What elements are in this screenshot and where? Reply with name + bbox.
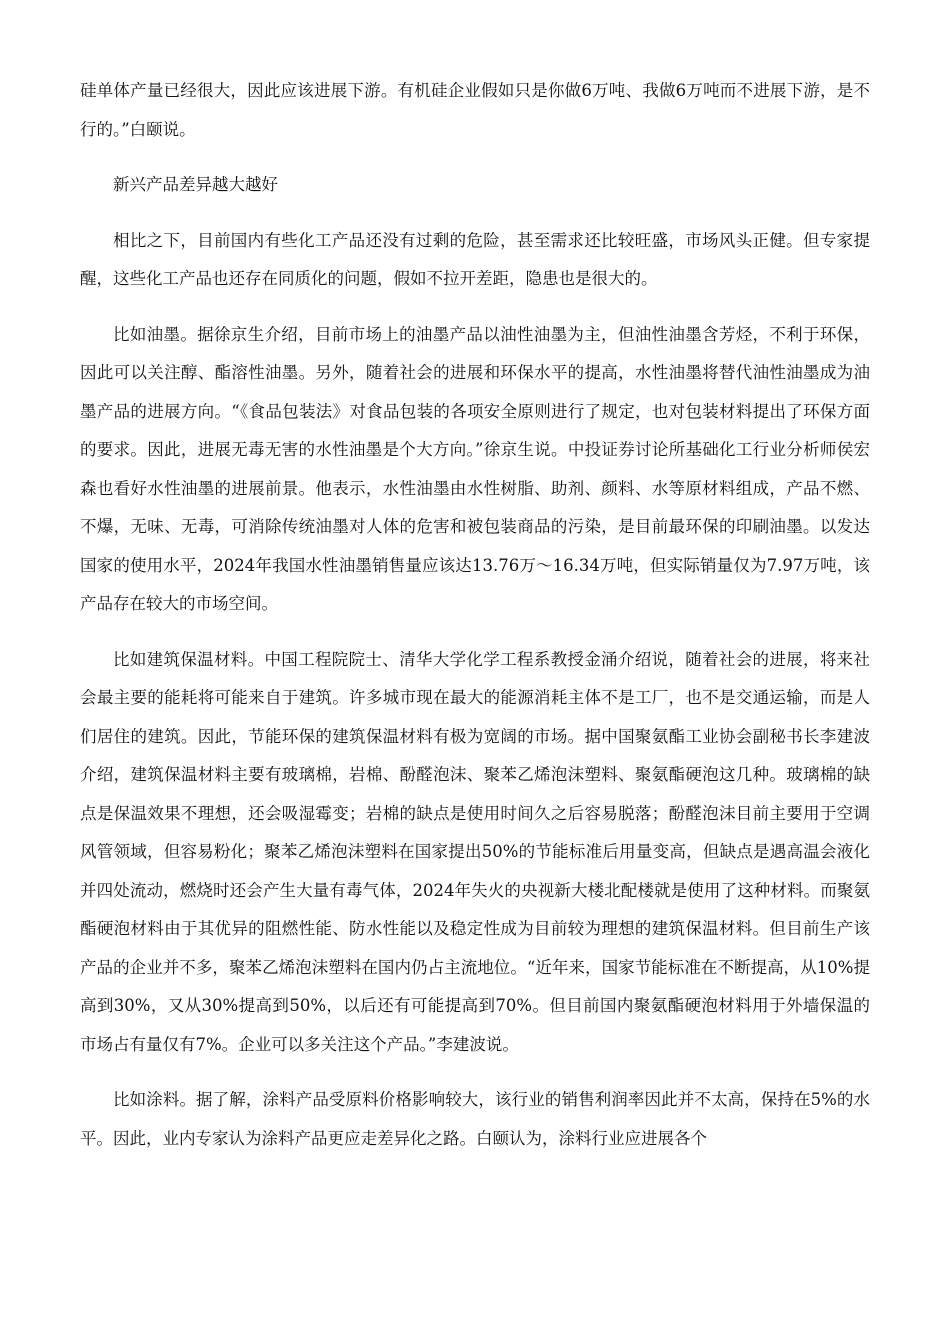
paragraph-insulation: 比如建筑保温材料。中国工程院院士、清华大学化学工程系教授金涌介绍说，随着社会的进展，将来社会最主要的能耗将可能来自于建筑。许多城市现在最大的能源消耗主体不是工厂，也不是交通运输，而是人们居住的建筑。因此，节能环保的建筑保温材料有极为宽阔的市场。据中国聚氨酯工业协会副秘书长李建波介绍，建筑保温材料主要有玻璃棉，岩棉、酚醛泡沫、聚苯乙烯泡沫塑料、聚氨酯硬泡这几种。玻璃棉的缺点是保温效果不理想，还会吸湿霉变；岩棉的缺点是使用时间久之后容易脱落；酚醛泡沫目前主要用于空调风管领域，但容易粉化；聚苯乙烯泡沫塑料在国家提出50%的节能标准后用量变高，但缺点是遇高温会液化并四处流动，燃烧时还会产生大量有毒气体，2024年失火的央视新大楼北配楼就是使用了这种材料。而聚氨酯硬泡材料由于其优异的阻燃性能、防水性能以及稳定性成为目前较为理想的建筑保温材料。但目前生产该产品的企业并不多，聚苯乙烯泡沫塑料在国内仍占主流地位。“近年来，国家节能标准在不断提高，从10%提高到30%，又从30%提高到50%，以后还有可能提高到70%。但目前国内聚氨酯硬泡材料用于外墙保温的市场占有量仅有7%。企业可以多关注这个产品。”李建波说。: [80, 649, 870, 1054]
section-heading: 新兴产品差异越大越好: [113, 175, 278, 194]
paragraph-intro: 相比之下，目前国内有些化工产品还没有过剩的危险，甚至需求还比较旺盛，市场风头正健。但专家提醒，这些化工产品也还存在同质化的问题，假如不拉开差距，隐患也是很大的。: [80, 230, 870, 288]
document-page: [80, 72, 870, 1175]
paragraph-coatings: 比如涂料。据了解，涂料产品受原料价格影响较大，该行业的销售利润率因此并不太高，保持在5%的水平。因此，业内专家认为涂料产品更应走差异化之路。白颐认为，涂料行业应进展各个: [80, 1090, 870, 1148]
paragraph-ink: 比如油墨。据徐京生介绍，目前市场上的油墨产品以油性油墨为主，但油性油墨含芳烃，不利于环保，因此可以关注醇、酯溶性油墨。另外，随着社会的进展和环保水平的提高，水性油墨将替代油性油墨成为油墨产品的进展方向。“《食品包装法》对食品包装的各项安全原则进行了规定，也对包装材料提出了环保方面的要求。因此，进展无毒无害的水性油墨是个大方向。”徐京生说。中投证券讨论所基础化工行业分析师侯宏森也看好水性油墨的进展前景。他表示，水性油墨由水性树脂、助剂、颜料、水等原材料组成，产品不燃、不爆，无味、无毒，可消除传统油墨对人体的危害和被包装商品的污染，是目前最环保的印刷油墨。以发达国家的使用水平，2024年我国水性油墨销售量应该达13.76万～16.34万吨，但实际销量仅为7.97万吨，该产品存在较大的市场空间。: [80, 324, 870, 613]
paragraph-continuation: 硅单体产量已经很大，因此应该进展下游。有机硅企业假如只是你做6万吨、我做6万吨而不进展下游，是不行的。”白颐说。: [80, 81, 870, 139]
